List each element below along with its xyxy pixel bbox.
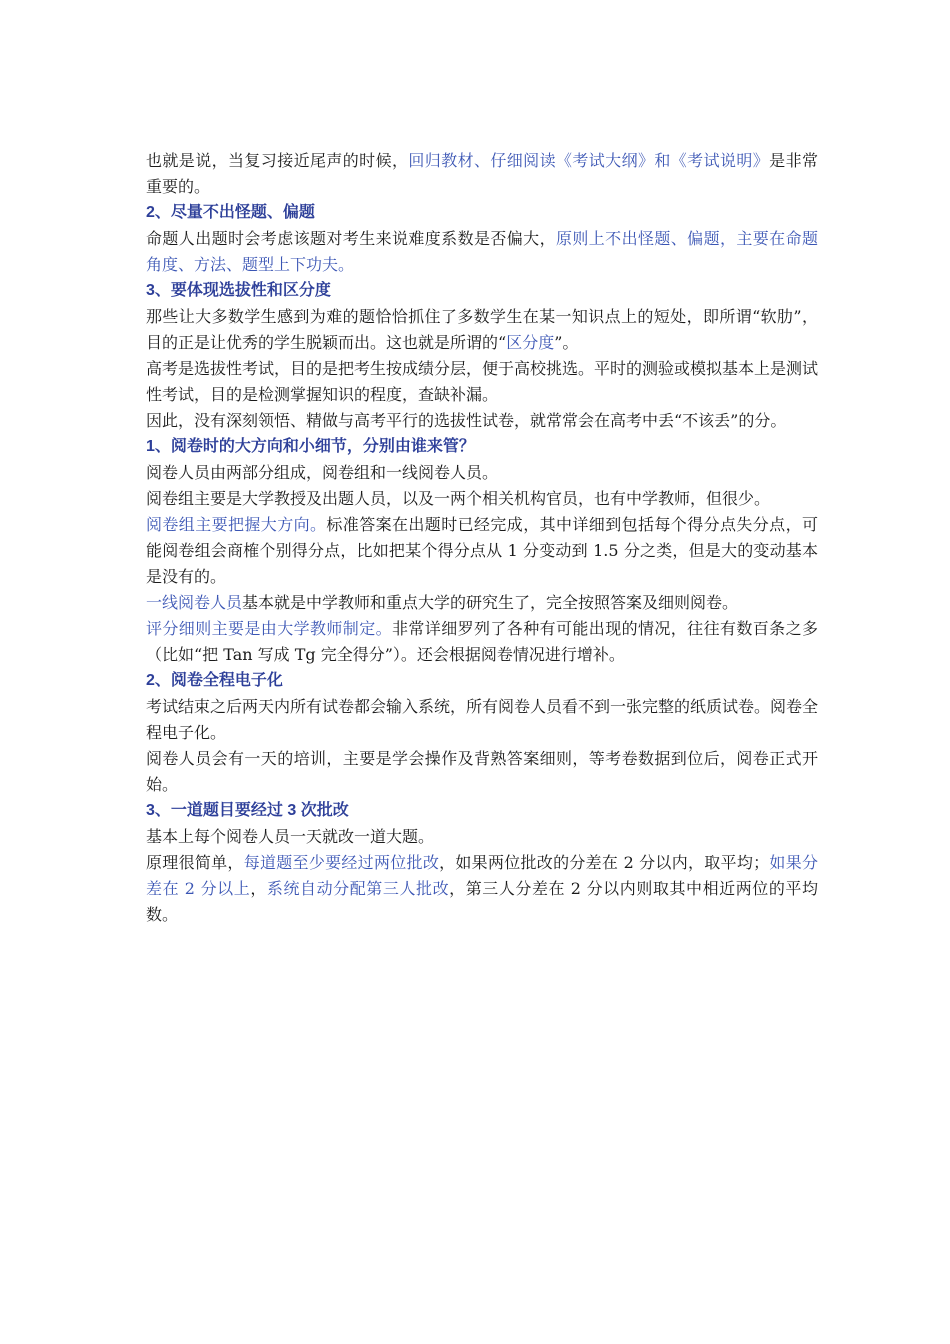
paragraph (146, 616, 818, 668)
paragraph (146, 694, 818, 746)
highlighted-text: 每道题至少要经过两位批改 (243, 853, 440, 872)
paragraph-text: ”。 (554, 333, 579, 352)
paragraph-text: 命题人出题时会考虑该题对考生来说难度系数是否偏大， (146, 229, 556, 248)
highlighted-text: 回归教材、仔细阅读《考试大纲》和《考试说明》 (408, 151, 770, 170)
paragraph-text: ，如果两位批改的分差在 2 分以内，取平均； (439, 853, 770, 872)
paragraph (146, 486, 818, 512)
paragraph-text: 是非常重要的。 (146, 151, 818, 196)
paragraph (146, 460, 818, 486)
paragraph-text: 阅卷人员由两部分组成，阅卷组和一线阅卷人员。 (146, 463, 499, 482)
paragraph-text: 基本上每个阅卷人员一天就改一道大题。 (146, 827, 435, 846)
paragraph (146, 512, 818, 590)
paragraph (146, 746, 818, 798)
paragraph-text: ， (250, 879, 267, 898)
section-heading: 2、尽量不出怪题、偏题 (146, 204, 315, 221)
paragraph-text: 非常详细罗列了各种有可能出现的情况，往往有数百条之多（比如“把 Tan 写成 Tg 完全得分”）。还会根据阅卷情况进行增补。 (146, 619, 818, 664)
section-heading: 2、阅卷全程电子化 (146, 672, 283, 689)
paragraph-text: 阅卷人员会有一天的培训，主要是学会操作及背熟答案细则，等考卷数据到位后，阅卷正式开始。 (146, 749, 818, 794)
paragraph (146, 408, 818, 434)
paragraph (146, 226, 818, 278)
paragraph-text: 因此，没有深刻领悟、精做与高考平行的选拔性试卷，就常常会在高考中丢“不该丢”的分。 (146, 411, 787, 430)
paragraph-text: 阅卷组主要是大学教授及出题人员，以及一两个相关机构官员，也有中学教师，但很少。 (146, 489, 771, 508)
paragraph (146, 148, 818, 200)
paragraph-text: 高考是选拔性考试，目的是把考生按成绩分层，便于高校挑选。平时的测验或模拟基本上是测试性考试，目的是检测掌握知识的程度，查缺补漏。 (146, 359, 819, 404)
document-page (146, 148, 818, 928)
highlighted-text: 原则上不出怪题、偏题，主要在命题角度、方法、题型上下功夫。 (146, 229, 818, 274)
highlighted-text: 如果分差在 2 分以上 (146, 853, 818, 898)
highlighted-text: 系统自动分配第三人批改 (266, 879, 450, 898)
paragraph-text: 标准答案在出题时已经完成，其中详细到包括每个得分点失分点，可能阅卷组会商榷个别得分点，比如把某个得分点从 1 分变动到 1.5 分之类，但是大的变动基本是没有的。 (146, 515, 818, 586)
highlighted-text: 阅卷组主要把握大方向。 (146, 515, 327, 534)
paragraph-text: 也就是说，当复习接近尾声的时候， (146, 151, 409, 170)
highlighted-text: 一线阅卷人员 (146, 593, 243, 612)
section-heading: 3、要体现选拔性和区分度 (146, 282, 331, 299)
paragraph (146, 590, 818, 616)
highlighted-text: 评分细则主要是由大学教师制定。 (146, 619, 392, 638)
section-heading: 1、阅卷时的大方向和小细节，分别由谁来管？ (146, 438, 475, 455)
paragraph-text: 原理很简单， (146, 853, 244, 872)
paragraph-text: 考试结束之后两天内所有试卷都会输入系统，所有阅卷人员看不到一张完整的纸质试卷。阅卷全程电子化。 (146, 697, 819, 742)
paragraph (146, 356, 818, 408)
paragraph-text: ，第三人分差在 2 分以内则取其中相近两位的平均数。 (146, 879, 818, 924)
paragraph-text: 基本就是中学教师和重点大学的研究生了，完全按照答案及细则阅卷。 (242, 593, 739, 612)
highlighted-text: 区分度 (506, 333, 555, 352)
paragraph (146, 850, 818, 928)
paragraph-text: 那些让大多数学生感到为难的题恰恰抓住了多数学生在某一知识点上的短处，即所谓“软肋”，目的正是让优秀的学生脱颖而出。这也就是所谓的“ (146, 307, 818, 352)
paragraph (146, 304, 818, 356)
paragraph (146, 824, 818, 850)
section-heading: 3、一道题目要经过 3 次批改 (146, 802, 349, 819)
